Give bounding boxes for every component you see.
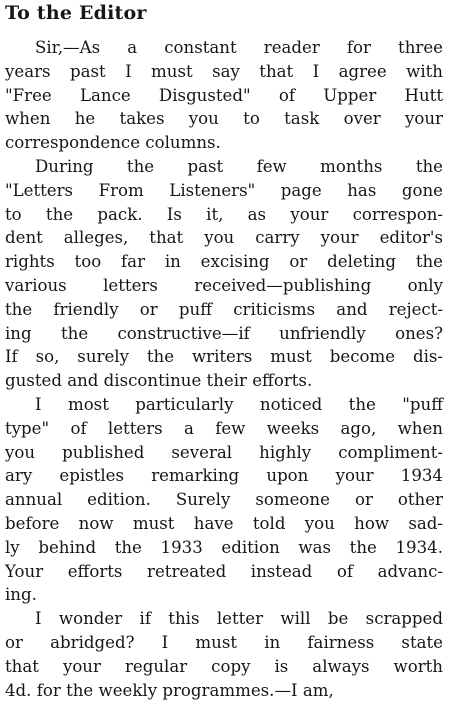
paragraph xyxy=(5,393,443,607)
text-line: "Free Lance Disgusted" of Upper Hutt xyxy=(5,85,443,105)
text-line: when he takes you to task over your xyxy=(5,109,443,129)
text-line: that your regular copy is always worth xyxy=(5,656,443,676)
letter-heading: To the Editor xyxy=(5,2,147,24)
text-line: type" of letters a few weeks ago, when xyxy=(5,418,443,438)
text-line: gusted and discontinue their efforts. xyxy=(5,371,313,391)
text-line: ing the constructive—if unfriendly ones? xyxy=(5,323,443,343)
text-line: Your efforts retreated instead of advanc- xyxy=(5,561,443,581)
text-line: years past I must say that I agree with xyxy=(5,61,443,81)
text-line: you published several highly compliment- xyxy=(5,442,443,462)
text-line: annual edition. Surely someone or other xyxy=(5,490,443,510)
text-line: before now must have told you how sad- xyxy=(5,513,443,533)
paragraph xyxy=(5,36,443,155)
text-line: If so, surely the writers must become dis- xyxy=(5,347,443,367)
text-line: the friendly or puff criticisms and reject- xyxy=(5,299,443,319)
paragraph xyxy=(5,155,443,393)
text-line: dent alleges, that you carry your editor's xyxy=(5,228,443,248)
text-line: rights too far in excising or deleting the xyxy=(5,252,443,272)
text-line: correspondence columns. xyxy=(5,133,221,153)
text-line: During the past few months the xyxy=(35,156,443,176)
text-line: ary epistles remarking upon your 1934 xyxy=(5,466,443,486)
text-line: Sir,—As a constant reader for three xyxy=(35,38,443,57)
text-line: I wonder if this letter will be scrapped xyxy=(35,609,443,629)
letter-body xyxy=(5,36,443,702)
text-line: ly behind the 1933 edition was the 1934. xyxy=(5,537,443,557)
text-line: I most particularly noticed the "puff xyxy=(35,394,443,414)
text-line: to the pack. Is it, as your correspon- xyxy=(5,204,443,224)
text-line: ing. xyxy=(5,585,37,605)
paragraph xyxy=(5,607,443,702)
text-line: or abridged? I must in fairness state xyxy=(5,632,443,652)
text-line: 4d. for the weekly programmes.—I am, xyxy=(5,680,334,700)
text-line: "Letters From Listeners" page has gone xyxy=(5,180,443,200)
text-line: various letters received—publishing only xyxy=(5,275,443,295)
